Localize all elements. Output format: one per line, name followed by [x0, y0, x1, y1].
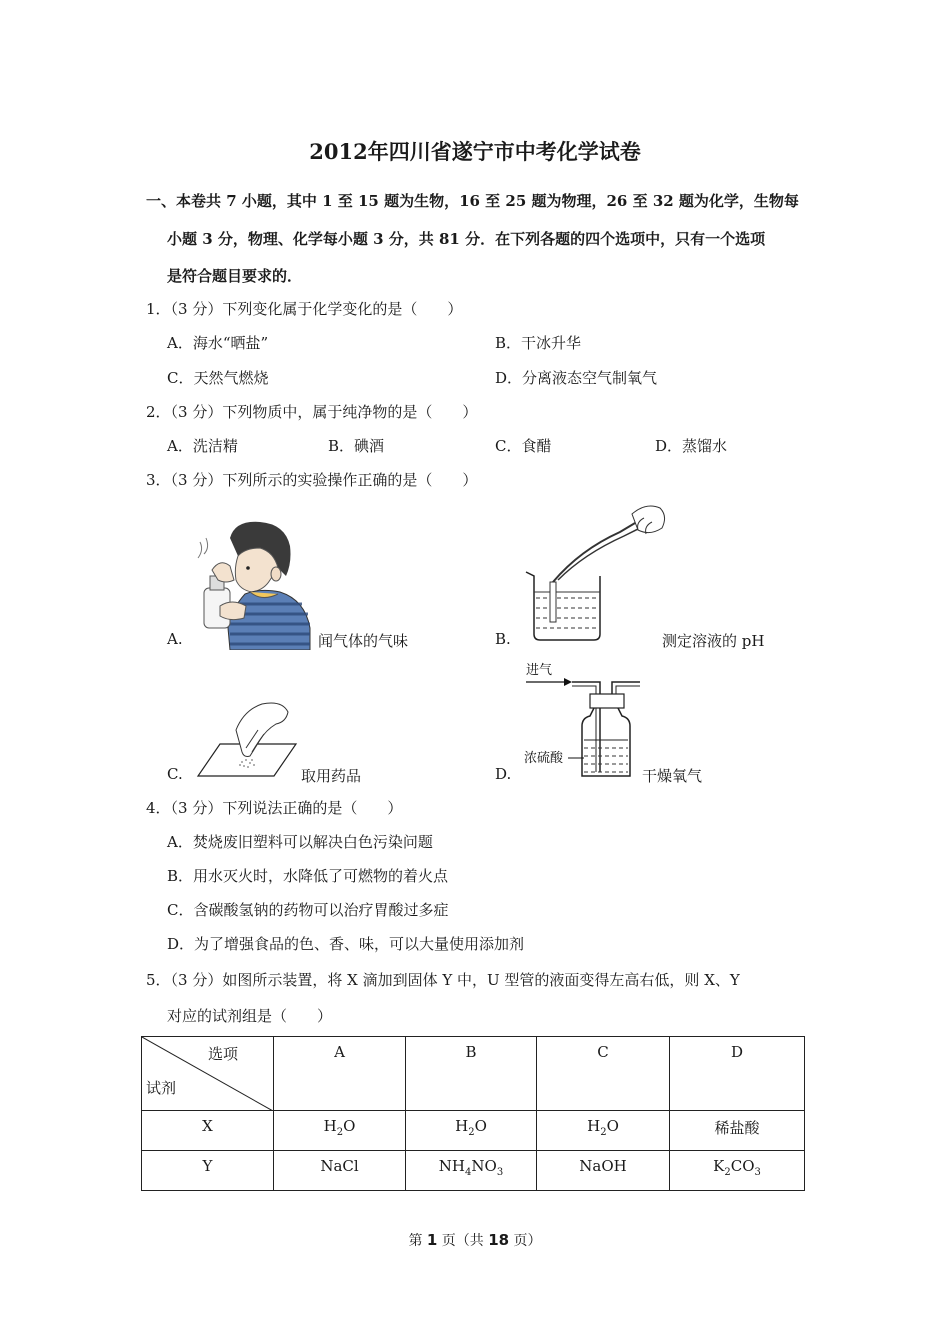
table-row-x [142, 1111, 805, 1151]
footer-prefix: 第 [408, 1233, 427, 1249]
footer-page-number: 1 [426, 1231, 438, 1249]
question-3-option-b-caption: 测定溶液的 pH [662, 632, 765, 650]
table-col-a: A [274, 1037, 406, 1111]
section-instructions-line3: 是符合题目要求的． [167, 267, 303, 285]
question-3-option-c-caption: 取用药品 [301, 767, 362, 785]
table-header-row [142, 1037, 805, 1111]
footer-total-pages: 18 [488, 1231, 510, 1249]
question-4-option-d: D．为了增强食品的色、香、味，可以大量使用添加剂 [167, 935, 525, 953]
question-1-option-d: D．分离液态空气制氧气 [495, 369, 658, 387]
cell-x-c: $H_2O$ [537, 1111, 670, 1151]
row-y-label: Y [142, 1151, 274, 1191]
table-col-b: B [406, 1037, 537, 1111]
gas-drying-bottle-illustration [524, 656, 644, 784]
table-corner-cell [142, 1037, 274, 1111]
cell-y-b: $NH_4NO_3$ [406, 1151, 537, 1191]
hand-taking-powder-illustration [196, 700, 301, 780]
paper-title: 2012年四川省遂宁市中考化学试卷 [309, 139, 641, 164]
cell-y-d: $K_2CO_3$ [670, 1151, 805, 1191]
question-3-option-d-caption: 干燥氧气 [642, 767, 703, 785]
footer-mid: 页（共 [437, 1233, 489, 1249]
page-footer [0, 1230, 950, 1250]
section-instructions-line1: 一、本卷共 7 小题，其中 1 至 15 题为生物，16 至 25 题为物理，26 至 32 题为化学，生物每 [146, 192, 799, 210]
question-3-option-a-letter: A. [167, 630, 183, 648]
cell-y-c: NaOH [537, 1151, 670, 1191]
question-1-option-c: C．天然气燃烧 [167, 369, 269, 387]
question-3-option-a-caption: 闻气体的气味 [318, 632, 409, 650]
boy-smelling-bottle-illustration [190, 518, 315, 650]
question-4-option-a: A．焚烧废旧塑料可以解决白色污染问题 [167, 833, 433, 851]
question-3-option-c-letter: C. [167, 765, 183, 783]
footer-suffix: 页） [509, 1233, 542, 1249]
corner-top-label: 选项 [208, 1045, 239, 1063]
question-4-option-c: C．含碳酸氢钠的药物可以治疗胃酸过多症 [167, 901, 449, 919]
question-5-stem-line2: 对应的试剂组是（ ） [167, 1007, 333, 1025]
question-4-option-b: B．用水灭火时，水降低了可燃物的着火点 [167, 867, 449, 885]
question-3-option-d-letter: D. [495, 765, 512, 783]
question-1-stem: 1．（3 分）下列变化属于化学变化的是（ ） [146, 300, 463, 318]
section-instructions-line2: 小题 3 分，物理、化学每小题 3 分，共 81 分．在下列各题的四个选项中，只有一个选项 [167, 230, 766, 248]
question-5-table [141, 1036, 805, 1191]
corner-bottom-label: 试剂 [146, 1079, 177, 1097]
table-row-y [142, 1151, 805, 1191]
question-2-option-c: C．食醋 [495, 437, 552, 455]
question-1-option-a: A．海水“晒盐” [167, 334, 269, 352]
question-4-stem: 4．（3 分）下列说法正确的是（ ） [146, 799, 403, 817]
beaker-ph-test-illustration [520, 500, 670, 650]
table-col-d: D [670, 1037, 805, 1111]
cell-x-a: $H_2O$ [274, 1111, 406, 1151]
inlet-gas-label: 进气 [526, 663, 553, 678]
question-2-stem: 2．（3 分）下列物质中，属于纯净物的是（ ） [146, 403, 478, 421]
cell-y-a: NaCl [274, 1151, 406, 1191]
question-3-stem: 3．（3 分）下列所示的实验操作正确的是（ ） [146, 471, 478, 489]
table-col-c: C [537, 1037, 670, 1111]
question-2-option-a: A．洗洁精 [167, 437, 238, 455]
question-2-option-d: D．蒸馏水 [655, 437, 728, 455]
question-1-option-b: B．干冰升华 [495, 334, 582, 352]
question-2-option-b: B．碘酒 [328, 437, 385, 455]
acid-label: 浓硫酸 [524, 751, 564, 766]
cell-x-d: 稀盐酸 [670, 1111, 805, 1151]
question-3-option-b-letter: B. [495, 630, 511, 648]
question-5-stem-line1: 5．（3 分）如图所示装置，将 X 滴加到固体 Y 中，U 型管的液面变得左高右低，则 X、Y [146, 971, 740, 989]
row-x-label: X [142, 1111, 274, 1151]
cell-x-b: $H_2O$ [406, 1111, 537, 1151]
